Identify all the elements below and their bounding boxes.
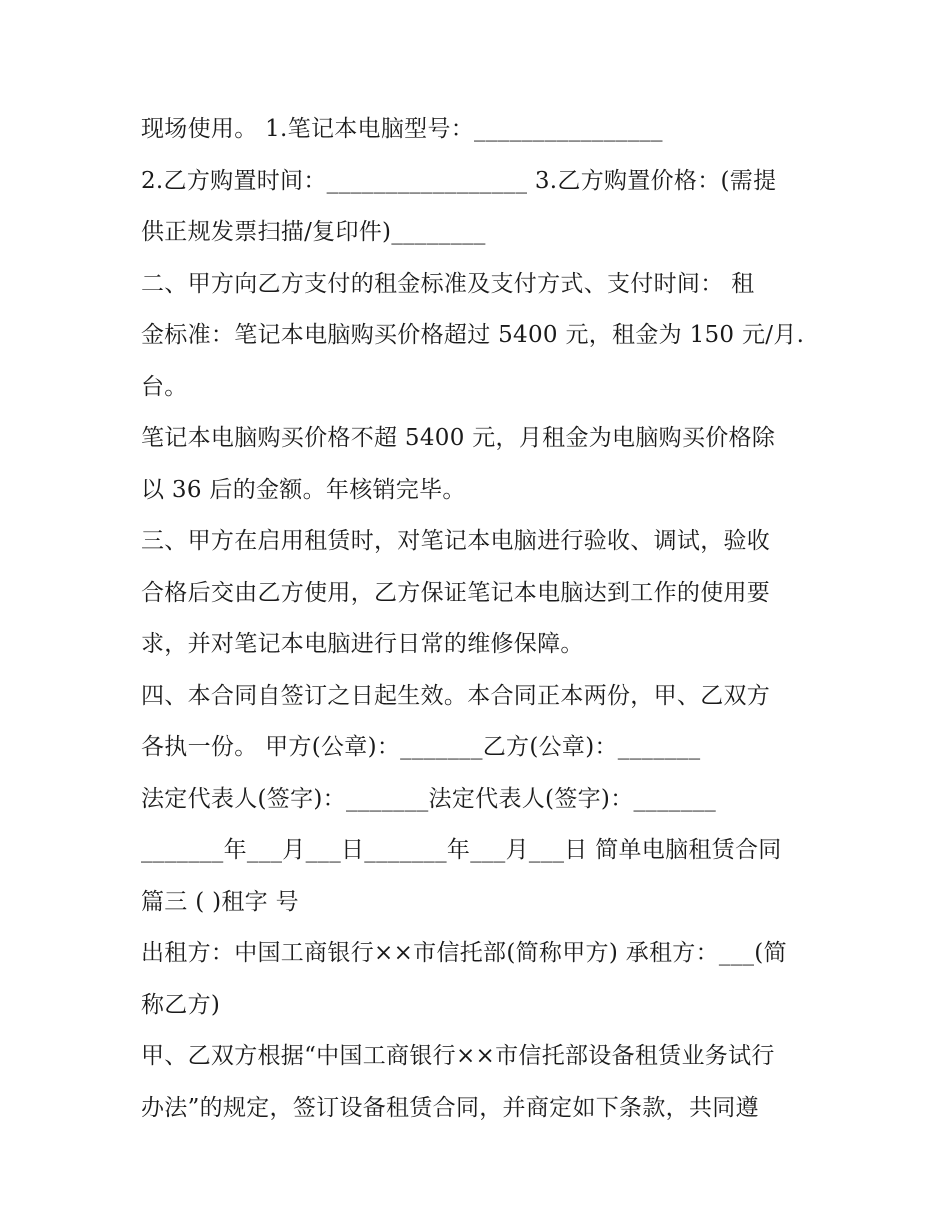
text-line-16: 篇三 ( )租字 号	[141, 888, 299, 915]
text-line-3: 供正规发票扫描/复印件)________	[141, 219, 486, 245]
text-line-1: 现场使用。 1.笔记本电脑型号：________________	[141, 116, 663, 142]
text-line-14: 法定代表人(签字)：_______法定代表人(签字)：_______	[141, 785, 717, 812]
text-line-8: 以 36 后的金额。年核销完毕。	[141, 476, 466, 503]
text-line-10: 合格后交由乙方使用，乙方保证笔记本电脑达到工作的使用要	[141, 579, 771, 606]
text-line-12: 四、本合同自签订之日起生效。本合同正本两份，甲、乙双方	[141, 682, 771, 709]
text-line-2: 2.乙方购置时间：_________________ 3.乙方购置价格：(需提	[141, 167, 777, 194]
text-line-6: 台。	[141, 373, 188, 400]
document-page	[141, 104, 821, 1134]
text-line-13: 各执一份。 甲方(公章)：_______乙方(公章)：_______	[141, 734, 701, 760]
text-line-9: 三、甲方在启用租赁时，对笔记本电脑进行验收、调试，验收	[141, 528, 771, 554]
text-line-4: 二、甲方向乙方支付的租金标准及支付方式、支付时间： 租	[141, 270, 755, 297]
text-line-7: 笔记本电脑购买价格不超 5400 元，月租金为电脑购买价格除	[141, 425, 776, 451]
text-line-17: 出租方：中国工商银行××市信托部(简称甲方) 承租方：___(简	[141, 940, 787, 966]
text-line-5: 金标准：笔记本电脑购买价格超过 5400 元，租金为 150 元/月.	[141, 322, 805, 348]
text-line-19: 甲、乙双方根据“中国工商银行××市信托部设备租赁业务试行	[141, 1043, 775, 1069]
text-line-20: 办法”的规定，签订设备租赁合同，并商定如下条款，共同遵	[141, 1094, 759, 1121]
text-line-15: _______年___月___日_______年___月___日 简单电脑租赁合同	[141, 837, 782, 863]
text-line-11: 求，并对笔记本电脑进行日常的维修保障。	[141, 631, 584, 657]
text-line-18: 称乙方)	[141, 991, 221, 1018]
